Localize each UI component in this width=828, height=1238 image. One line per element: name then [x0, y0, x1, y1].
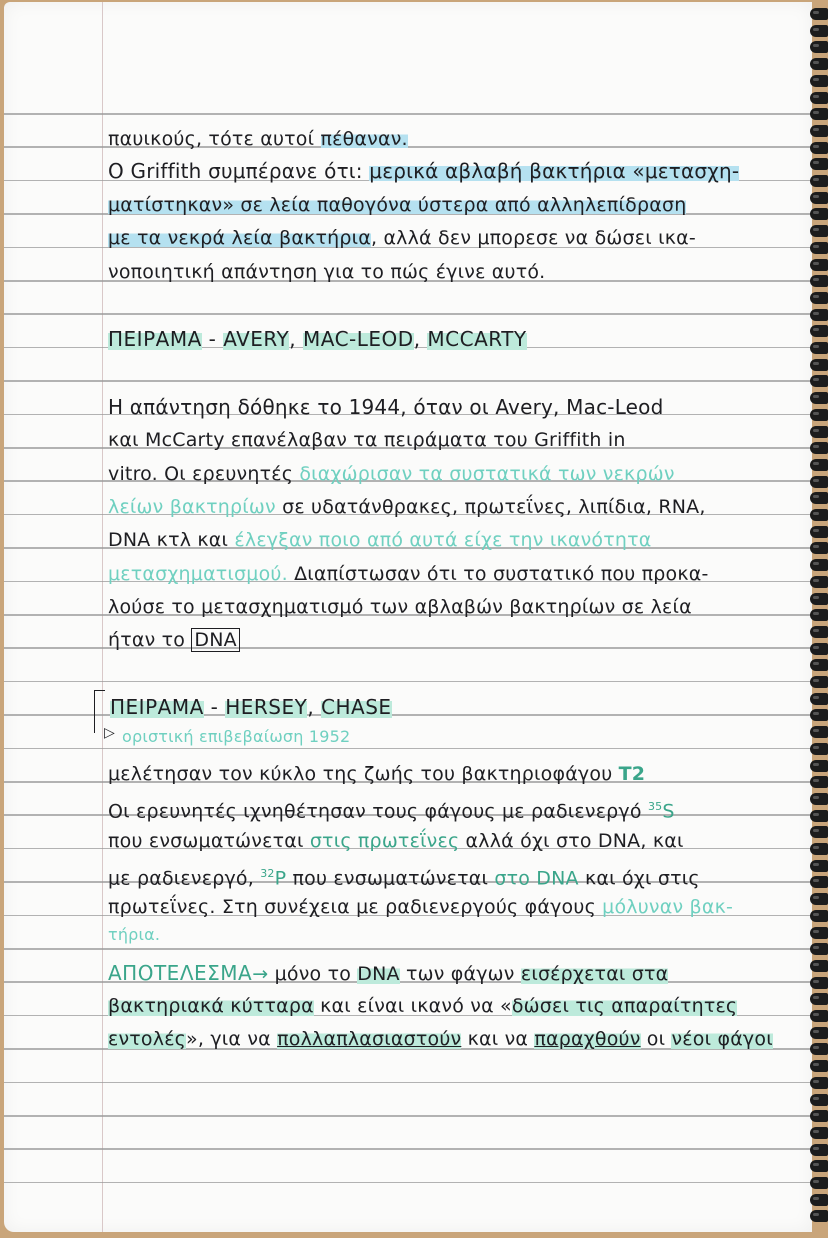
text: αλλά όχι στο DNA, και: [459, 830, 684, 852]
colored-text: μετασχηματισμού.: [108, 563, 288, 585]
text: Η απάντηση δόθηκε το 1944, όταν οι Avery, Mac-Leod: [108, 395, 664, 419]
spiral-ring: [810, 1027, 828, 1039]
spiral-ring: [810, 626, 828, 638]
spiral-ring: [810, 893, 828, 905]
colored-text: S: [662, 800, 675, 823]
spiral-ring: [810, 776, 828, 788]
text-line: [108, 259, 545, 285]
highlighted-text: πολλαπλασιαστούν: [277, 1028, 462, 1050]
spiral-ring: [810, 1077, 828, 1089]
text-line: [108, 627, 240, 653]
colored-text: στις πρωτεΐνες: [309, 830, 460, 852]
spiral-ring: [810, 1110, 828, 1122]
spiral-ring: [810, 1060, 828, 1072]
colored-text: οριστική επιβεβαίωση 1952: [122, 727, 351, 746]
colored-text: έλεγξαν ποιο από αυτά είχε την ικανότητα: [234, 529, 652, 551]
spiral-ring: [810, 1210, 828, 1222]
spiral-ring: [810, 593, 828, 605]
spiral-ring: [810, 108, 828, 120]
spiral-ring: [810, 726, 828, 738]
colored-text: μόλυναν βακ-: [602, 896, 734, 918]
heading-word: MAC-LEOD: [302, 327, 414, 351]
spiral-ring: [810, 208, 828, 220]
highlighted-text: ματίστηκαν» σε λεία παθογόνα ύστερα από αλληλεπίδραση: [108, 194, 687, 216]
colored-text: τήρια.: [108, 925, 161, 944]
heading-word: MCCARTY: [427, 327, 527, 351]
spiral-ring: [810, 676, 828, 688]
highlighted-text: εντολές: [108, 1028, 187, 1050]
dash: -: [201, 327, 224, 351]
heading-word: CHASE: [321, 695, 392, 719]
spiral-ring: [810, 342, 828, 354]
text: Ο Griffith συμπέρανε ότι:: [108, 159, 370, 183]
heading-word: ΠΕΙΡΑΜΑ: [108, 327, 202, 351]
highlighted-text: δώσει τις απαραίτητες: [511, 995, 738, 1017]
spiral-ring: [810, 643, 828, 655]
spiral-ring: [810, 1177, 828, 1189]
spiral-ring: [810, 793, 828, 805]
spiral-ring: [810, 225, 828, 237]
highlighted-text: εισέρχεται στα: [520, 963, 669, 985]
text: νοποιητική απάντηση για το πώς έγινε αυτό.: [108, 261, 546, 283]
text-line: [108, 922, 160, 948]
ruled-line: [4, 1082, 812, 1084]
text: με ραδιενεργό,: [108, 867, 261, 890]
text: παυικούς, τότε αυτοί: [108, 128, 321, 150]
highlighted-text: βακτηριακά κύτταρα: [108, 995, 314, 1017]
text-line: [108, 225, 696, 251]
colored-text: διαχώρισαν τα συστατικά των νεκρών: [299, 463, 675, 485]
ruled-line: [4, 313, 812, 315]
arrow-icon: ▷: [104, 725, 115, 741]
colored-text: στο DNA: [494, 867, 579, 890]
spiral-ring: [810, 375, 828, 387]
text-line: [108, 192, 686, 218]
spiral-ring: [810, 693, 828, 705]
text-line: [108, 1026, 773, 1052]
isotope-number: 32: [260, 867, 275, 880]
heading-word: ΠΕΙΡΑΜΑ: [110, 695, 204, 719]
spiral-ring: [810, 192, 828, 204]
comma: ,: [307, 695, 322, 719]
text: ήταν το: [108, 629, 192, 651]
text-line: [108, 126, 408, 152]
spiral-ring: [810, 92, 828, 104]
spiral-ring: [810, 826, 828, 838]
text: πρωτεΐνες. Στη συνέχεια με ραδιενεργούς φάγους: [108, 896, 603, 918]
spiral-ring: [810, 810, 828, 822]
spiral-ring: [810, 609, 828, 621]
heading-word: HERSEY: [225, 695, 308, 719]
text: μελέτησαν τον κύκλο της ζωής του βακτηριοφάγου: [108, 763, 619, 785]
spiral-ring: [810, 459, 828, 471]
text: », για να: [186, 1028, 278, 1050]
boxed-dna: DNA: [191, 628, 239, 652]
text-line: [108, 960, 668, 987]
spiral-ring: [810, 993, 828, 1005]
spiral-ring: [810, 843, 828, 855]
ruled-line: [4, 113, 812, 115]
spiral-ring: [810, 58, 828, 70]
spiral-ring: [810, 977, 828, 989]
text: Διαπίστωσαν ότι το συστατικό που προκα-: [287, 563, 709, 585]
spiral-ring: [810, 392, 828, 404]
text: και McCarty επανέλαβαν τα πειράματα του Griffith in: [108, 429, 626, 451]
spiral-ring: [810, 860, 828, 872]
spiral-ring: [810, 492, 828, 504]
text-line: [108, 861, 700, 891]
text-line: [108, 561, 709, 587]
highlighted-text: με τα νεκρά λεία βακτήρια: [108, 227, 371, 249]
spiral-ring: [810, 760, 828, 772]
spiral-ring: [810, 1194, 828, 1206]
comma: ,: [289, 327, 303, 351]
text-line: [108, 394, 664, 420]
text-line: [108, 527, 651, 553]
text-line: [108, 461, 675, 487]
spiral-ring: [810, 309, 828, 321]
ruled-line: [4, 380, 812, 382]
spiral-ring: [810, 509, 828, 521]
text-line: [108, 158, 739, 184]
text: , αλλά δεν μπορεσε να δώσει ικα-: [370, 227, 696, 249]
spiral-ring: [810, 559, 828, 571]
spiral-ring: [810, 325, 828, 337]
spiral-ring: [810, 743, 828, 755]
comma: ,: [413, 327, 428, 351]
text-line: [108, 828, 684, 854]
ruled-line: [4, 1148, 812, 1150]
subheading-confirmation: [122, 724, 350, 750]
spiral-ring: [810, 175, 828, 187]
text-line: [108, 993, 737, 1019]
isotope-number: 35: [647, 800, 663, 813]
text-line: [108, 794, 675, 824]
highlighted-text: DNA: [357, 963, 400, 985]
spiral-ring: [810, 1127, 828, 1139]
spiral-ring: [810, 910, 828, 922]
spiral-ring: [810, 576, 828, 588]
spiral-ring: [810, 25, 828, 37]
spiral-ring: [810, 476, 828, 488]
spiral-binding: [806, 0, 828, 1238]
spiral-ring: [810, 960, 828, 972]
spiral-ring: [810, 943, 828, 955]
text: οι: [640, 1028, 672, 1050]
dash: -: [203, 695, 226, 719]
section-heading-hershey: [110, 694, 392, 720]
spiral-ring: [810, 1160, 828, 1172]
text-line: [108, 427, 626, 453]
spiral-ring: [810, 8, 828, 20]
spiral-ring: [810, 1094, 828, 1106]
colored-text: T2: [618, 763, 646, 785]
spiral-ring: [810, 709, 828, 721]
text: και όχι στις: [578, 867, 700, 890]
spiral-ring: [810, 659, 828, 671]
ruled-line: [4, 1115, 812, 1117]
text-line: [108, 594, 692, 620]
text: και είναι ικανό να «: [313, 995, 512, 1017]
section-heading-avery: [108, 326, 527, 352]
spiral-ring: [810, 292, 828, 304]
colored-text: λείων βακτηρίων: [108, 496, 276, 518]
text: των φάγων: [399, 963, 521, 985]
spiral-ring: [810, 542, 828, 554]
spiral-ring: [810, 158, 828, 170]
spiral-ring: [810, 41, 828, 53]
text: λούσε το μετασχηματισμό των αβλαβών βακτηρίων σε λεία: [108, 596, 692, 618]
ruled-line: [4, 948, 812, 950]
text: που ενσωματώνεται: [108, 830, 310, 852]
text: και να: [461, 1028, 535, 1050]
text: που ενσωματώνεται: [286, 867, 495, 890]
spiral-ring: [810, 442, 828, 454]
text-line: [108, 894, 733, 920]
spiral-ring: [810, 359, 828, 371]
spiral-ring: [810, 125, 828, 137]
ruled-line: [4, 1182, 812, 1184]
spiral-ring: [810, 259, 828, 271]
text: vitro. Οι ερευνητές: [108, 463, 300, 485]
text: Οι ερευνητές ιχνηθέτησαν τους φάγους με ραδιενεργό: [108, 800, 648, 823]
highlighted-text: νέοι φάγοι: [671, 1028, 773, 1050]
spiral-ring: [810, 409, 828, 421]
spiral-ring: [810, 1144, 828, 1156]
spiral-ring: [810, 1010, 828, 1022]
text: DNA κτλ και: [108, 529, 235, 551]
text: μόνο το: [268, 963, 358, 985]
spiral-ring: [810, 75, 828, 87]
spiral-ring: [810, 426, 828, 438]
spiral-ring: [810, 1043, 828, 1055]
arrow-icon: →: [252, 963, 269, 985]
highlighted-text: παραχθούν: [534, 1028, 641, 1050]
spiral-ring: [810, 876, 828, 888]
text-line: [108, 494, 706, 520]
spiral-ring: [810, 275, 828, 287]
text-line: [108, 761, 645, 787]
text: σε υδατάνθρακες, πρωτεΐνες, λιπίδια, RNA,: [275, 496, 706, 518]
spiral-ring: [810, 526, 828, 538]
highlighted-text: μερικά αβλαβή βακτήρια «μετασχη-: [369, 159, 740, 183]
spiral-ring: [810, 927, 828, 939]
notebook-page: [4, 2, 812, 1232]
ruled-line: [4, 681, 812, 683]
result-label: ΑΠΟΤΕΛΕΣΜΑ: [108, 961, 253, 985]
highlighted-text: πέθαναν.: [320, 128, 408, 150]
colored-text: P: [274, 867, 287, 890]
heading-word: AVERY: [223, 327, 290, 351]
spiral-ring: [810, 142, 828, 154]
spiral-ring: [810, 242, 828, 254]
